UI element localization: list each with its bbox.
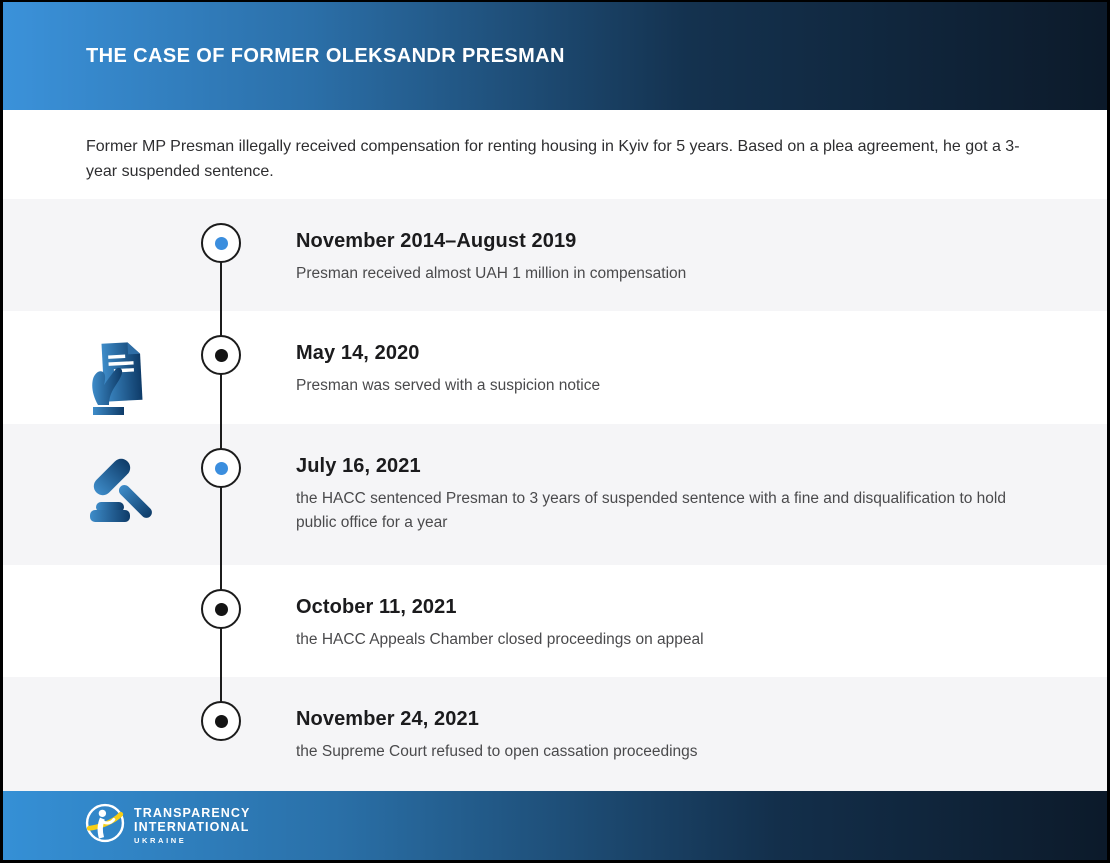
timeline-row xyxy=(3,199,1107,311)
event-date: July 16, 2021 xyxy=(296,455,421,477)
timeline-marker xyxy=(201,335,241,375)
timeline-dot xyxy=(215,715,228,728)
timeline-row xyxy=(3,677,1107,791)
timeline-dot xyxy=(215,237,228,250)
timeline-row xyxy=(3,424,1107,565)
event-date: November 2014–August 2019 xyxy=(296,230,577,252)
intro-section xyxy=(3,110,1107,199)
timeline-marker xyxy=(201,223,241,263)
timeline-line xyxy=(220,424,222,565)
transparency-international-logo xyxy=(84,802,250,849)
header xyxy=(3,2,1107,110)
timeline-dot xyxy=(215,462,228,475)
event-description: Presman received almost UAH 1 million in compensation xyxy=(296,265,687,282)
timeline-dot xyxy=(215,349,228,362)
event-description: the HACC Appeals Chamber closed proceedings on appeal xyxy=(296,631,704,648)
event-description: Presman was served with a suspicion notice xyxy=(296,377,601,394)
event-date: November 24, 2021 xyxy=(296,708,479,730)
event-description: the Supreme Court refused to open cassation proceedings xyxy=(296,743,698,760)
logo-globe-icon xyxy=(84,802,126,849)
logo-text-line3: UKRAINE xyxy=(134,835,187,845)
timeline-marker xyxy=(201,448,241,488)
hand-document-icon xyxy=(88,338,146,421)
timeline-row xyxy=(3,311,1107,424)
intro-text: Former MP Presman illegally received compensation for renting housing in Kyiv for 5 years. Based on a plea agreement, he got a 3-year suspended sentence. xyxy=(86,138,1020,180)
event-description: the HACC sentenced Presman to 3 years of suspended sentence with a fine and disqualification to hold public office for a year xyxy=(296,490,1006,531)
logo-text-line1: TRANSPARENCY xyxy=(134,805,251,820)
logo-text-line2: INTERNATIONAL xyxy=(134,820,250,834)
gavel-icon xyxy=(82,450,158,535)
timeline-dot xyxy=(215,603,228,616)
event-date: October 11, 2021 xyxy=(296,596,457,618)
event-date: May 14, 2020 xyxy=(296,342,420,364)
footer xyxy=(3,791,1107,860)
page-title: THE CASE OF FORMER OLEKSANDR PRESMAN xyxy=(86,44,565,67)
timeline-marker xyxy=(201,589,241,629)
timeline-marker xyxy=(201,701,241,741)
timeline-row xyxy=(3,565,1107,677)
